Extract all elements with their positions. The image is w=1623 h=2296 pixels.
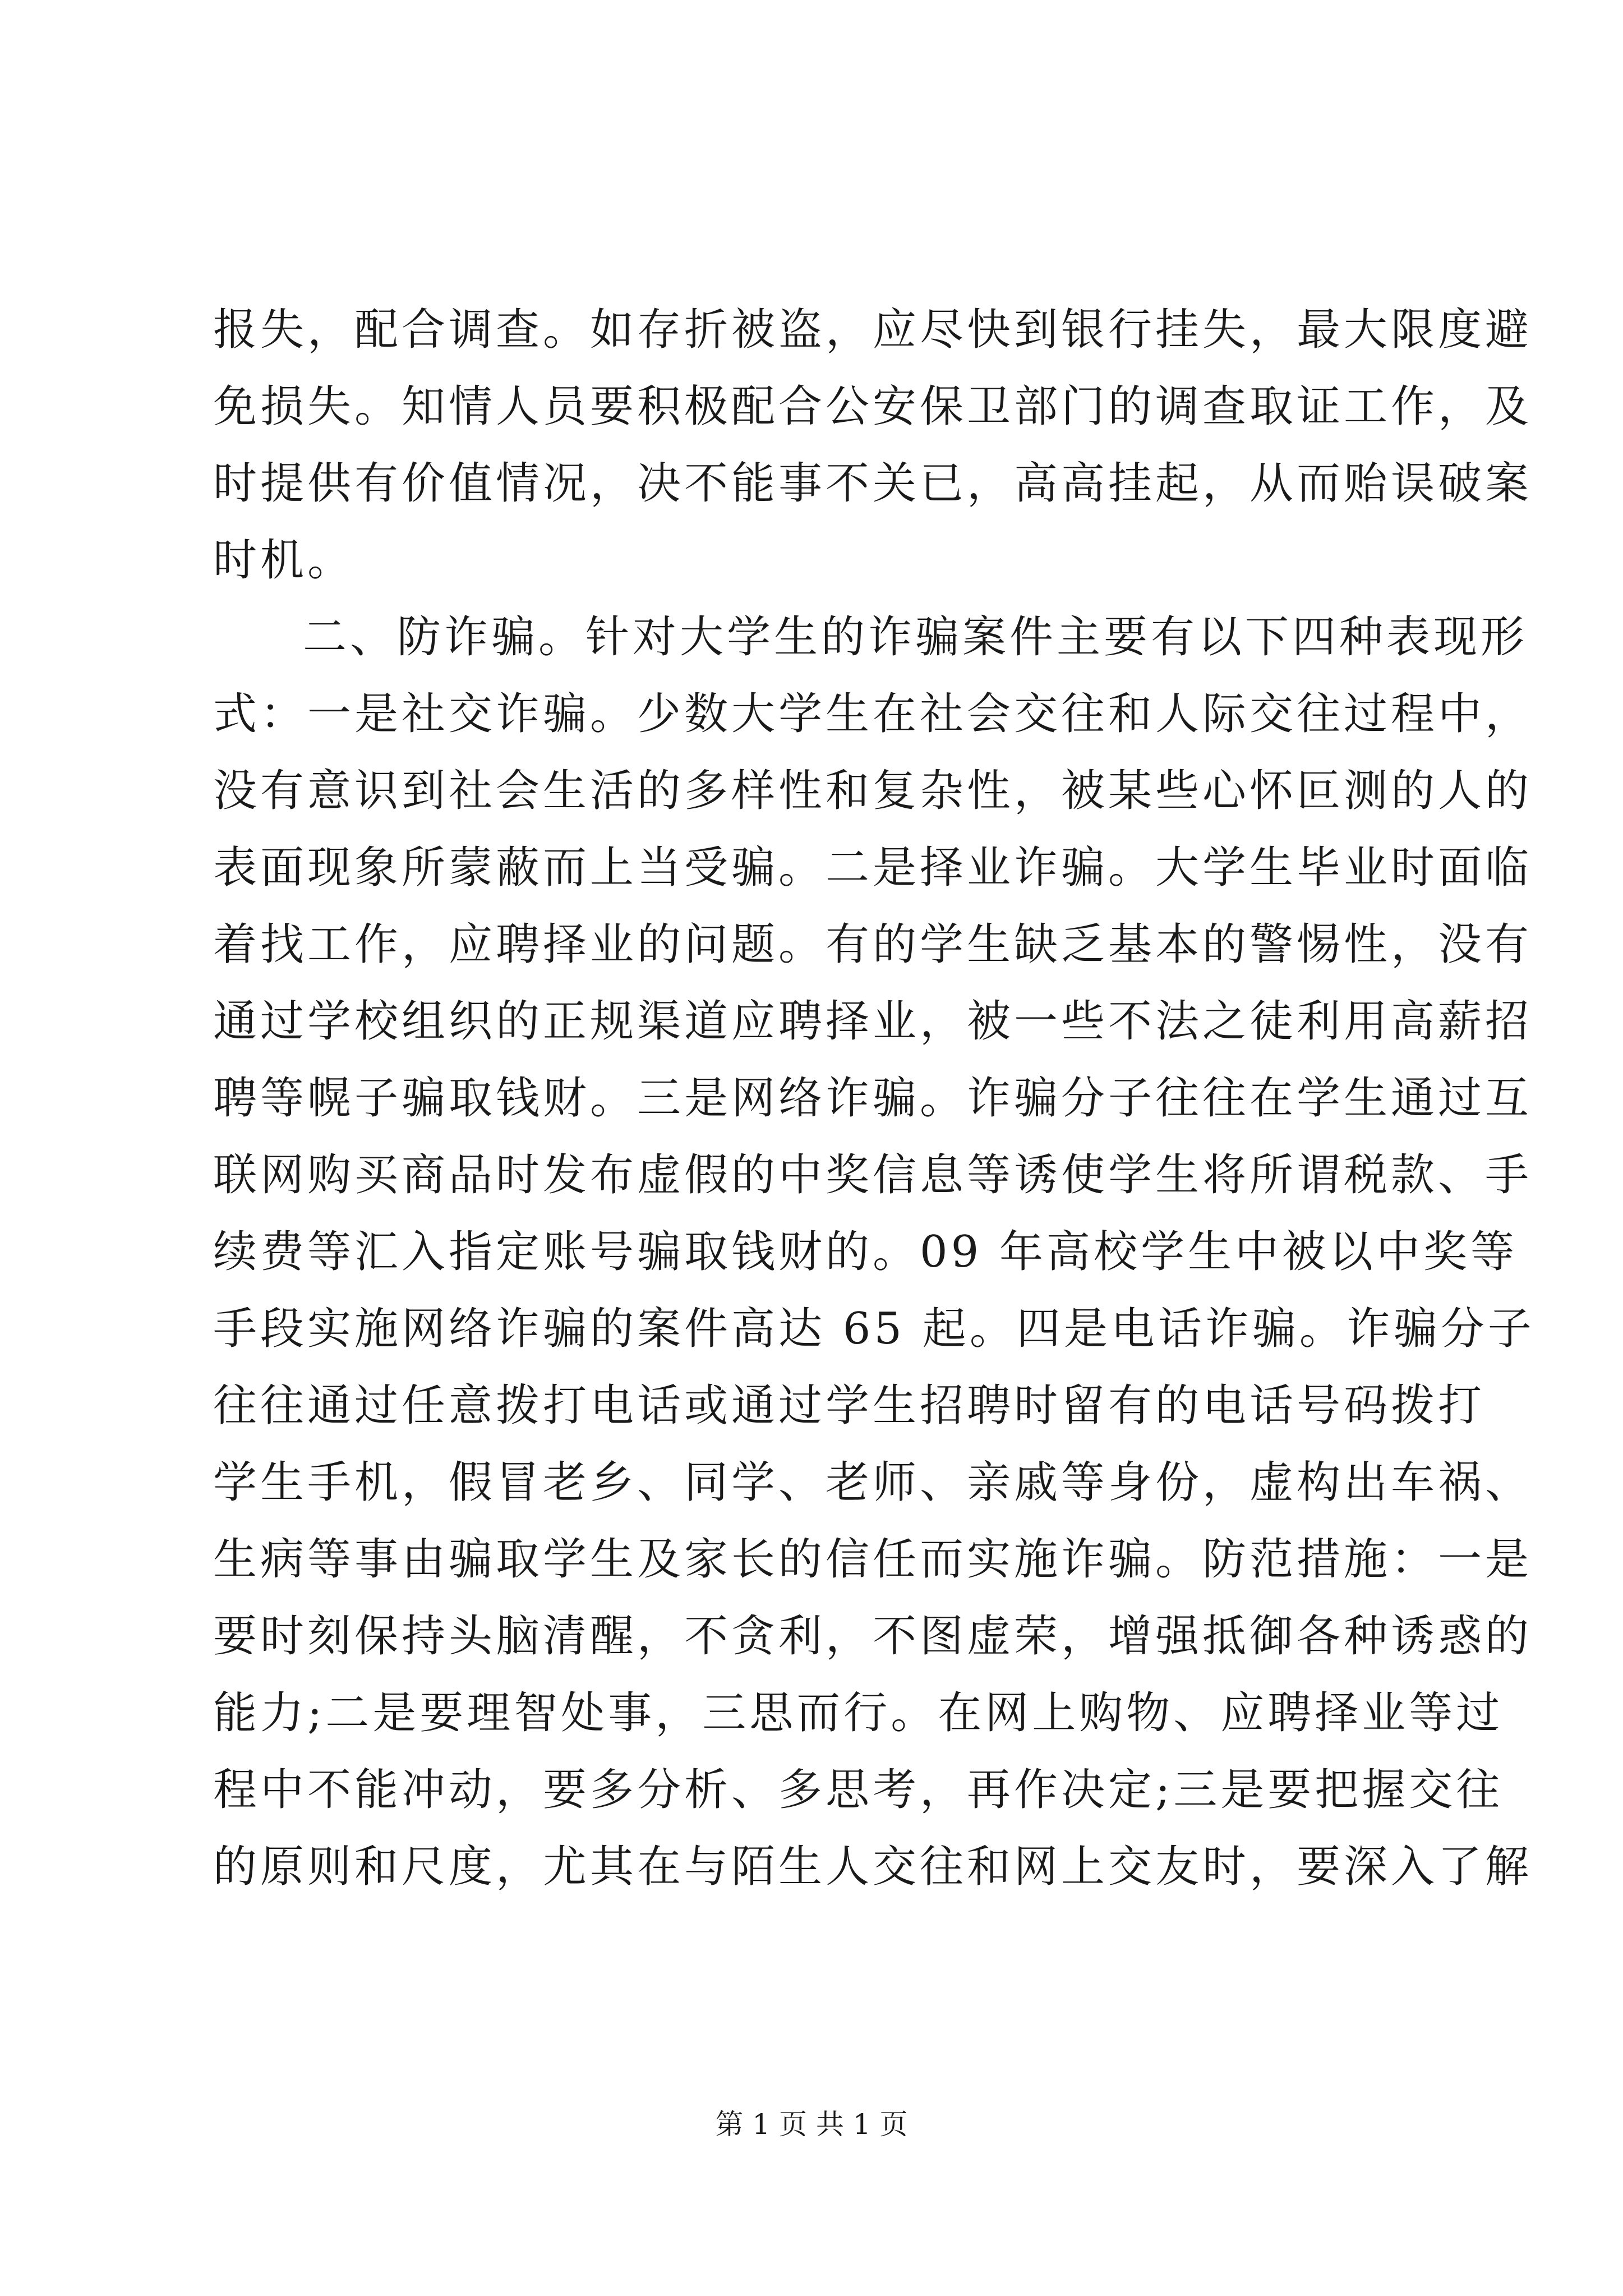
text-line: 续费等汇入指定账号骗取钱财的。09 年高校学生中被以中奖等 xyxy=(213,1227,1518,1277)
text-line: 手段实施网络诈骗的案件高达 65 起。四是电话诈骗。诈骗分子 xyxy=(213,1304,1535,1354)
text-line: 的原则和尺度，尤其在与陌生人交往和网上交友时，要深入了解 xyxy=(213,1842,1533,1892)
text-line: 没有意识到社会生活的多样性和复杂性，被某些心怀叵测的人的 xyxy=(213,766,1533,816)
text-line: 时机。 xyxy=(213,535,355,586)
text-line: 能力;二是要理智处事，三思而行。在网上购物、应聘择业等过 xyxy=(213,1688,1504,1738)
paragraph-first-line: 二、防诈骗。针对大学生的诈骗案件主要有以下四种表现形 xyxy=(303,612,1528,662)
text-line: 着找工作，应聘择业的问题。有的学生缺乏基本的警惕性，没有 xyxy=(213,919,1533,970)
text-line: 免损失。知情人员要积极配合公安保卫部门的调查取证工作，及 xyxy=(213,381,1533,432)
text-line: 聘等幌子骗取钱财。三是网络诈骗。诈骗分子往往在学生通过互 xyxy=(213,1073,1533,1124)
text-line: 学生手机，假冒老乡、同学、老师、亲戚等身份，虚构出车祸、 xyxy=(213,1457,1533,1508)
text-line: 通过学校组织的正规渠道应聘择业，被一些不法之徒利用高薪招 xyxy=(213,996,1533,1047)
text-line: 报失，配合调查。如存折被盗，应尽快到银行挂失，最大限度避 xyxy=(213,305,1533,355)
text-line: 式：一是社交诈骗。少数大学生在社会交往和人际交往过程中， xyxy=(213,689,1533,739)
text-line: 表面现象所蒙蔽而上当受骗。二是择业诈骗。大学生毕业时面临 xyxy=(213,843,1533,893)
text-line: 联网购买商品时发布虚假的中奖信息等诱使学生将所谓税款、手 xyxy=(213,1150,1533,1200)
text-line: 要时刻保持头脑清醒，不贪利，不图虚荣，增强抵御各种诱惑的 xyxy=(213,1611,1533,1662)
text-line: 生病等事由骗取学生及家长的信任而实施诈骗。防范措施：一是 xyxy=(213,1534,1533,1585)
page-number-footer: 第 1 页 共 1 页 xyxy=(715,2108,908,2141)
text-line: 时提供有价值情况，决不能事不关已，高高挂起，从而贻误破案 xyxy=(213,458,1533,509)
text-line: 程中不能冲动，要多分析、多思考，再作决定;三是要把握交往 xyxy=(213,1765,1504,1815)
text-line: 往往通过任意拨打电话或通过学生招聘时留有的电话号码拨打 xyxy=(213,1381,1486,1431)
